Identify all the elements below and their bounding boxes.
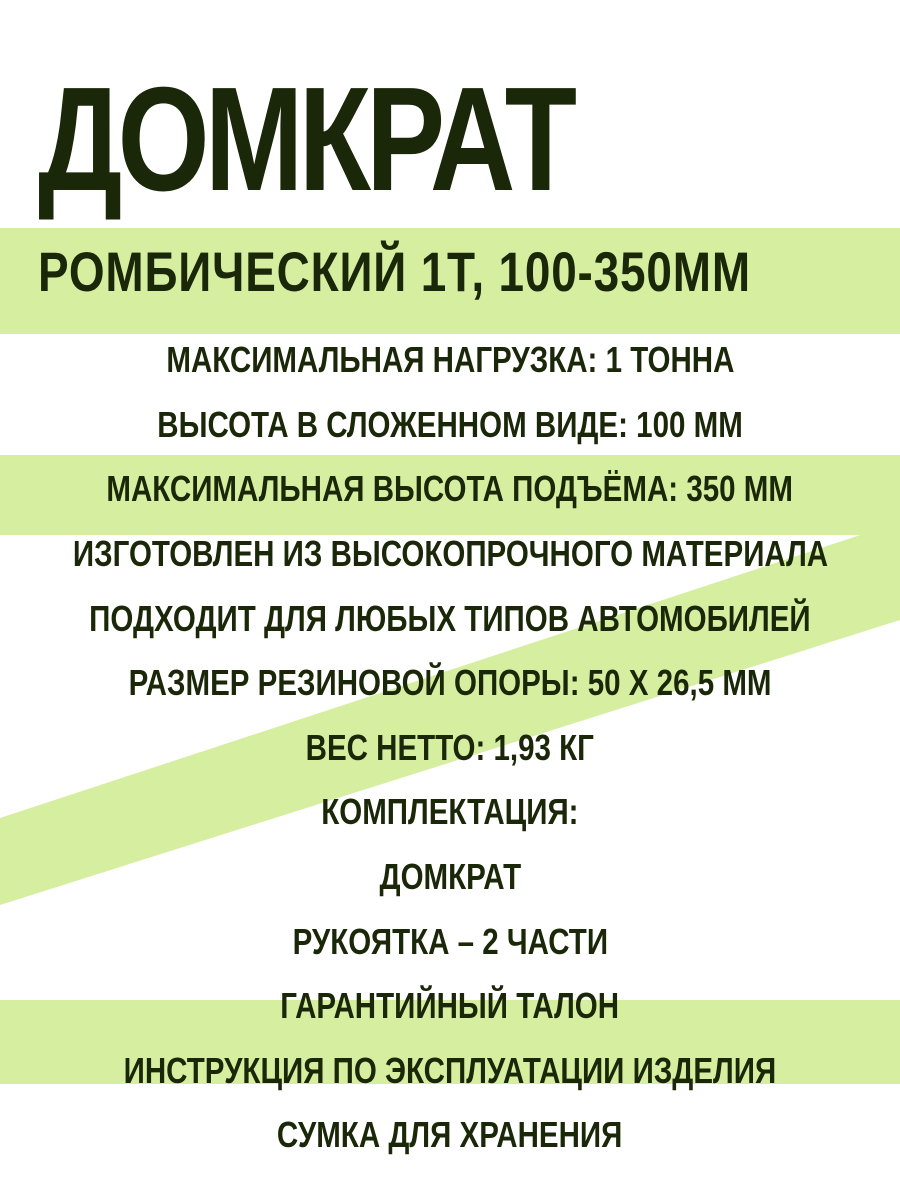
package-item-warranty <box>0 974 900 1039</box>
spec-rubber-pad-size <box>0 651 900 716</box>
spec-text: ВЫСОТА В СЛОЖЕННОМ ВИДЕ: 100 ММ <box>157 403 743 445</box>
spec-text: РАЗМЕР РЕЗИНОВОЙ ОПОРЫ: 50 Х 26,5 ММ <box>128 662 772 704</box>
spec-text: КОМПЛЕКТАЦИЯ: <box>321 791 579 833</box>
spec-text: ВЕС НЕТТО: 1,93 КГ <box>305 726 595 768</box>
spec-material <box>0 522 900 587</box>
spec-folded-height <box>0 393 900 458</box>
package-item-handle <box>0 909 900 974</box>
product-title: ДОМКРАТ <box>38 57 573 222</box>
spec-text: ИЗГОТОВЛЕН ИЗ ВЫСОКОПРОЧНОГО МАТЕРИАЛА <box>72 533 828 575</box>
spec-text: МАКСИМАЛЬНАЯ НАГРУЗКА: 1 ТОННА <box>165 339 735 381</box>
spec-compatibility <box>0 586 900 651</box>
spec-max-load <box>0 328 900 393</box>
spec-text: ГАРАНТИЙНЫЙ ТАЛОН <box>280 985 620 1027</box>
package-item-jack <box>0 845 900 910</box>
spec-max-lift-height <box>0 457 900 522</box>
spec-package-heading <box>0 780 900 845</box>
spec-text: РУКОЯТКА – 2 ЧАСТИ <box>292 920 608 962</box>
spec-text: МАКСИМАЛЬНАЯ ВЫСОТА ПОДЪЁМА: 350 ММ <box>106 468 794 510</box>
package-item-manual <box>0 1039 900 1104</box>
spec-list <box>0 328 900 1168</box>
product-subtitle: РОМБИЧЕСКИЙ 1Т, 100-350ММ <box>38 240 751 303</box>
spec-net-weight <box>0 716 900 781</box>
spec-text: ДОМКРАТ <box>379 856 521 898</box>
spec-text: ПОДХОДИТ ДЛЯ ЛЮБЫХ ТИПОВ АВТОМОБИЛЕЙ <box>89 597 811 639</box>
spec-text: СУМКА ДЛЯ ХРАНЕНИЯ <box>277 1114 623 1156</box>
package-item-storage-bag <box>0 1103 900 1168</box>
spec-text: ИНСТРУКЦИЯ ПО ЭКСПЛУАТАЦИИ ИЗДЕЛИЯ <box>123 1049 777 1091</box>
